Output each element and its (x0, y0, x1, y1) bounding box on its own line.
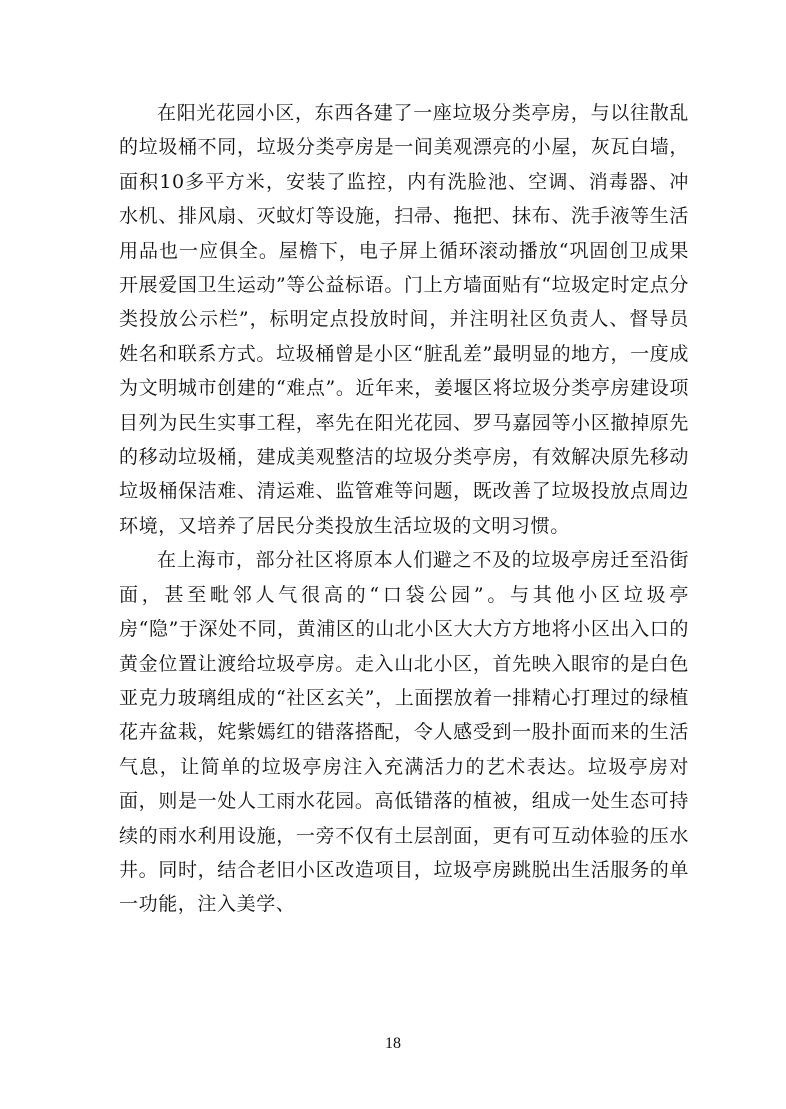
body-text (119, 96, 689, 922)
page-number: 18 (385, 1035, 401, 1052)
paragraph-shanghai: 在上海市，部分社区将原本人们避之不及的垃圾亭房迁至沿街面，甚至毗邻人气很高的“口袋公园”。与其他小区垃圾亭房“隐”于深处不同，黄浦区的山北小区大大方方地将小区出入口的黄金位置让渡给垃圾亭房。走入山北小区，首先映入眼帘的是白色亚克力玻璃组成的“社区玄关”，上面摆放着一排精心打理过的绿植花卉盆栽，姹紫嫣红的错落搭配，令人感受到一股扑面而来的生活气息，让简单的垃圾亭房注入充满活力的艺术表达。垃圾亭房对面，则是一处人工雨水花园。高低错落的植被，组成一处生态可持续的雨水利用设施，一旁不仅有土层剖面，更有可互动体验的压水井。同时，结合老旧小区改造项目，垃圾亭房跳脱出生活服务的单一功能，注入美学、 (119, 549, 689, 916)
paragraph-yangguang-garden: 在阳光花园小区，东西各建了一座垃圾分类亭房，与以往散乱的垃圾桶不同，垃圾分类亭房是一间美观漂亮的小屋，灰瓦白墙，面积10多平方米，安装了监控，内有洗脸池、空调、消毒器、冲水机、排风扇、灭蚊灯等设施，扫帚、拖把、抹布、洗手液等生活用品也一应俱全。屋檐下，电子屏上循环滚动播放“巩固创卫成果开展爱国卫生运动”等公益标语。门上方墙面贴有“垃圾定时定点分类投放公示栏”，标明定点投放时间，并注明社区负责人、督导员姓名和联系方式。垃圾桶曾是小区“脏乱差”最明显的地方，一度成为文明城市创建的“难点”。近年来，姜堰区将垃圾分类亭房建设项目列为民生实事工程，率先在阳光花园、罗马嘉园等小区撤掉原先的移动垃圾桶，建成美观整洁的垃圾分类亭房，有效解决原先移动垃圾桶保洁难、清运难、监管难等问题，既改善了垃圾投放点周边环境，又培养了居民分类投放生活垃圾的文明习惯。 (119, 102, 689, 537)
